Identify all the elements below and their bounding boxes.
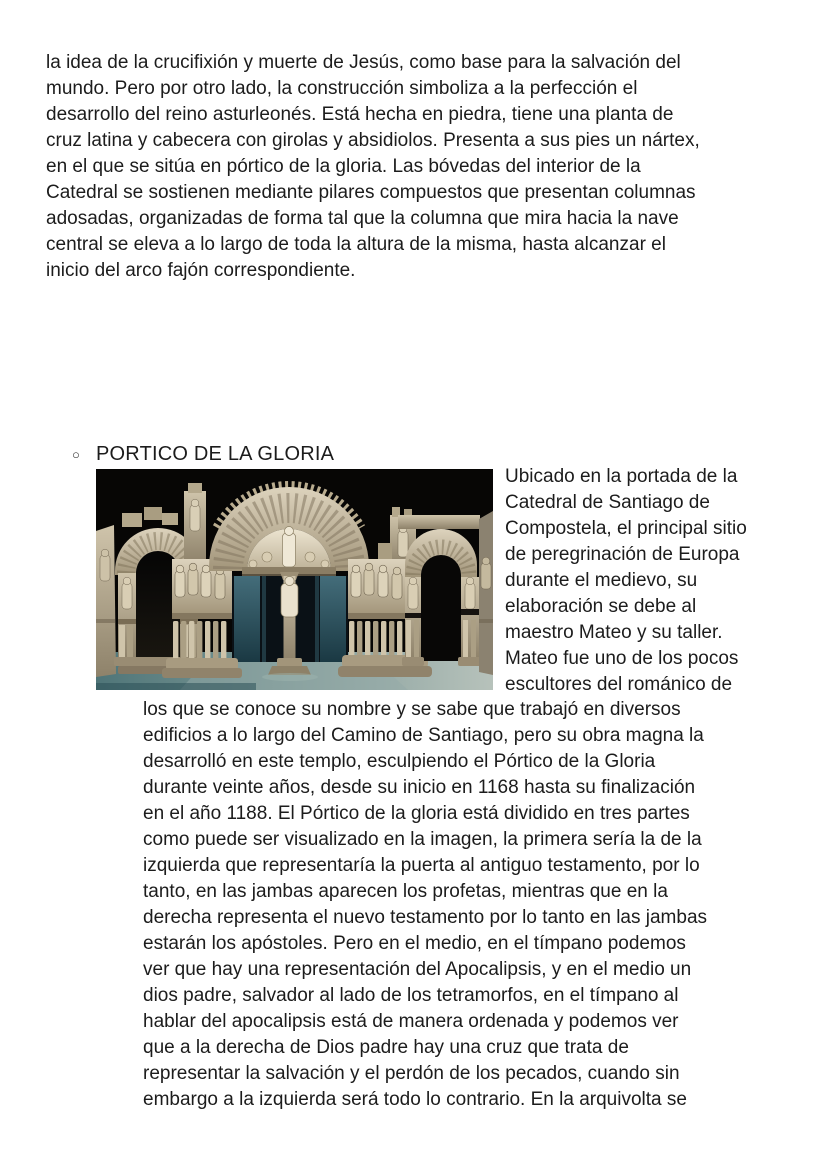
text-line: los que se conoce su nombre y se sabe que trabajó en diversos: [143, 699, 681, 720]
section-heading: PORTICO DE LA GLORIA: [96, 443, 335, 465]
text-line: representar la salvación y el perdón de los pecados, cuando sin: [143, 1063, 680, 1084]
text-line: inicio del arco fajón correspondiente.: [46, 260, 356, 281]
text-line: en el que se sitúa en pórtico de la gloria. Las bóvedas del interior de la: [46, 156, 641, 177]
text-line: dios padre, salvador al lado de los tetramorfos, en el tímpano al: [143, 985, 679, 1006]
text-line: como puede ser visualizado en la imagen, la primera sería la de la: [143, 829, 702, 850]
text-line: embargo a la izquierda será todo lo contrario. En la arquivolta se: [143, 1089, 687, 1110]
text-line: desarrollo del reino asturleonés. Está hecha en piedra, tiene una planta de: [46, 104, 674, 125]
text-line: Compostela, el principal sitio: [505, 518, 747, 539]
text-line: ver que hay una representación del Apocalipsis, y en el medio un: [143, 959, 692, 980]
text-line: derecha representa el nuevo testamento por lo tanto en las jambas: [143, 907, 708, 928]
text-line: Catedral de Santiago de: [505, 492, 710, 513]
text-line: izquierda que representaría la puerta al antiguo testamento, por lo: [143, 855, 700, 876]
text-line: durante el medievo, su: [505, 570, 698, 591]
text-line: de peregrinación de Europa: [505, 544, 740, 565]
text-line: cruz latina y cabecera con girolas y absidiolos. Presenta a sus pies un nártex,: [46, 130, 700, 151]
text-line: adosadas, organizadas de forma tal que la columna que mira hacia la nave: [46, 208, 679, 229]
text-line: tanto, en las jambas aparecen los profetas, mientras que en la: [143, 881, 668, 902]
text-line: estarán los apóstoles. Pero en el medio, en el tímpano podemos: [143, 933, 686, 954]
text-line: mundo. Pero por otro lado, la construcción simboliza a la perfección el: [46, 78, 638, 99]
section-body-beside-image: [505, 464, 747, 698]
intro-paragraph: [46, 50, 700, 284]
text-line: edificios a lo largo del Camino de Santiago, pero su obra magna la: [143, 725, 704, 746]
text-line: desarrolló en este templo, esculpiendo el Pórtico de la Gloria: [143, 751, 656, 772]
text-line: Mateo fue uno de los pocos: [505, 648, 739, 669]
portico-image-art: [96, 469, 493, 690]
text-line: escultores del románico de: [505, 674, 733, 695]
list-bullet-icon: ○: [72, 447, 80, 462]
text-line: Ubicado en la portada de la: [505, 466, 738, 487]
portico-image[interactable]: [96, 469, 493, 690]
text-line: hablar del apocalipsis está de manera ordenada y podemos ver: [143, 1011, 679, 1032]
text-line: la idea de la crucifixión y muerte de Jesús, como base para la salvación del: [46, 52, 681, 73]
text-line: elaboración se debe al: [505, 596, 697, 617]
text-line: en el año 1188. El Pórtico de la gloria está dividido en tres partes: [143, 803, 690, 824]
text-line: Catedral se sostienen mediante pilares compuestos que presentan columnas: [46, 182, 696, 203]
text-line: que a la derecha de Dios padre hay una cruz que trata de: [143, 1037, 629, 1058]
text-line: maestro Mateo y su taller.: [505, 622, 723, 643]
section-body-below-image: [143, 697, 707, 1113]
text-line: central se eleva a lo largo de toda la altura de la misma, hasta alcanzar el: [46, 234, 666, 255]
text-line: durante veinte años, desde su inicio en 1168 hasta su finalización: [143, 777, 696, 798]
